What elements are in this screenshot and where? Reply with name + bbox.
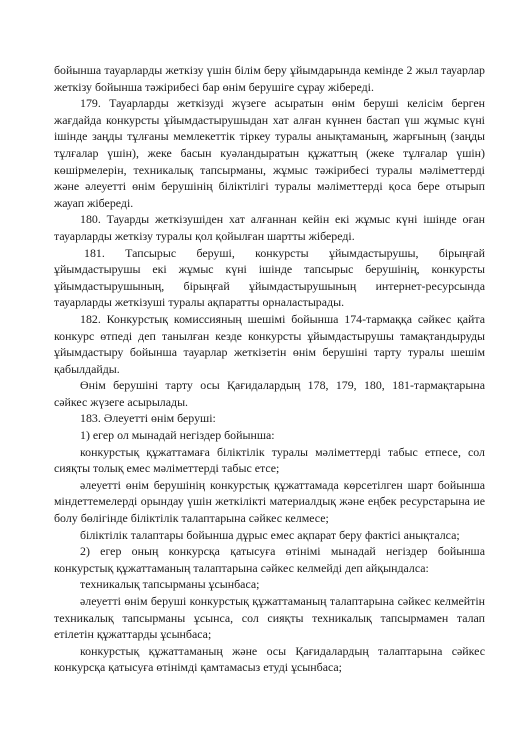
paragraph-subitem-bad-spec: әлеуетті өнім беруші конкурстық құжаттаманың талаптарына сәйкес келмейтін техникалық тапсырманы ұсынса, сол сияқты техникалық тапсырмамен талап етілетін құжаттарды ұсынбаса;	[54, 594, 485, 642]
paragraph-183: 183. Әлеуетті өнім беруші:	[80, 411, 216, 426]
paragraph-supplier-engagement: Өнім берушіні тарту осы Қағидалардың 178, 179, 180, 181-тармақтарына сәйкес жүзеге асырылады.	[54, 378, 485, 409]
paragraph-182: 182. Конкурстық комиссияның шешімі бойынша 174-тармаққа сәйкес қайта конкурс өтпеді деп танылған кезде конкурсты ұйымдастырушы тамақтандыруды ұйымдастыру бойынша тауарлар жеткізетін өнім берушіні тарту туралы шешім қабылдайды.	[54, 311, 485, 376]
paragraph-continuation: бойынша тауарларды жеткізу үшін білім беру ұйымдарында кемінде 2 жыл тауарлар жеткізу бойынша тәжірибесі бар өнім берушіге сұрау жібереді.	[54, 63, 485, 94]
paragraph-subitem-false-info: біліктілік талаптары бойынша дұрыс емес ақпарат беру фактісі анықталса;	[80, 527, 460, 542]
paragraph-180: 180. Тауарды жеткізушіден хат алғаннан кейін екі жұмыс күні ішінде оған тауарларды жеткізу туралы қол қойылған шартты жібереді.	[54, 212, 485, 243]
paragraph-item-1: 1) егер ол мынадай негіздер бойынша:	[80, 428, 275, 443]
paragraph-subitem-resources: әлеуетті өнім берушінің конкурстық құжаттамада көрсетілген шарт бойынша міндеттемелерді орындау үшін жеткілікті материалдық және еңбек ресурстарына ие болу бөлігінде біліктілік талаптарына сәйкес келмесе;	[54, 477, 485, 526]
paragraph-item-2: 2) егер оның конкурсқа қатысуға өтінімі мынадай негіздер бойынша конкурстық құжаттаманың талаптарына сәйкес келмейді деп айқындалса:	[54, 544, 485, 575]
paragraph-subitem-qualification: конкурстық құжаттамаға біліктілік туралы мәліметтерді табыс етпесе, сол сияқты толық емес мәліметтерді табыс етсе;	[54, 444, 485, 476]
paragraph-179: 179. Тауарларды жеткізуді жүзеге асыратын өнім беруші келісім берген жағдайда конкурсты ұйымдастырушыдан хат алған күннен бастап үш жұмыс күні ішінде заңды тұлғаны мемлекеттік тіркеу туралы анықтаманың, жарғының (заңды тұлғалар үшін), жеке басын куәландыратын құжаттың (жеке тұлғалар үшін) көшірмелерін, техникалық тапсырманы, жұмыс тәжірибесі туралы мәліметтерді және әлеуетті өнім берушінің біліктілігі туралы мәліметтерді қоса бере отырып жауап жібереді.	[54, 96, 485, 210]
paragraph-181: 181. Тапсырыс беруші, конкурсты ұйымдастырушы, бірыңғай ұйымдастырушы екі жұмыс күні ішінде тапсырыс берушінің, конкурсты ұйымдастырушының, бірыңғай ұйымдастырушының интернет-ресурсында тауарларды жеткізуші туралы ақпаратты орналастырады.	[54, 245, 485, 310]
paragraph-subitem-no-security: конкурстық құжаттаманың және осы Қағидалардың талаптарына сәйкес конкурсқа қатысуға өтінімді қамтамасыз етуді ұсынбаса;	[54, 643, 485, 675]
paragraph-subitem-no-spec: техникалық тапсырманы ұсынбаса;	[80, 577, 260, 592]
